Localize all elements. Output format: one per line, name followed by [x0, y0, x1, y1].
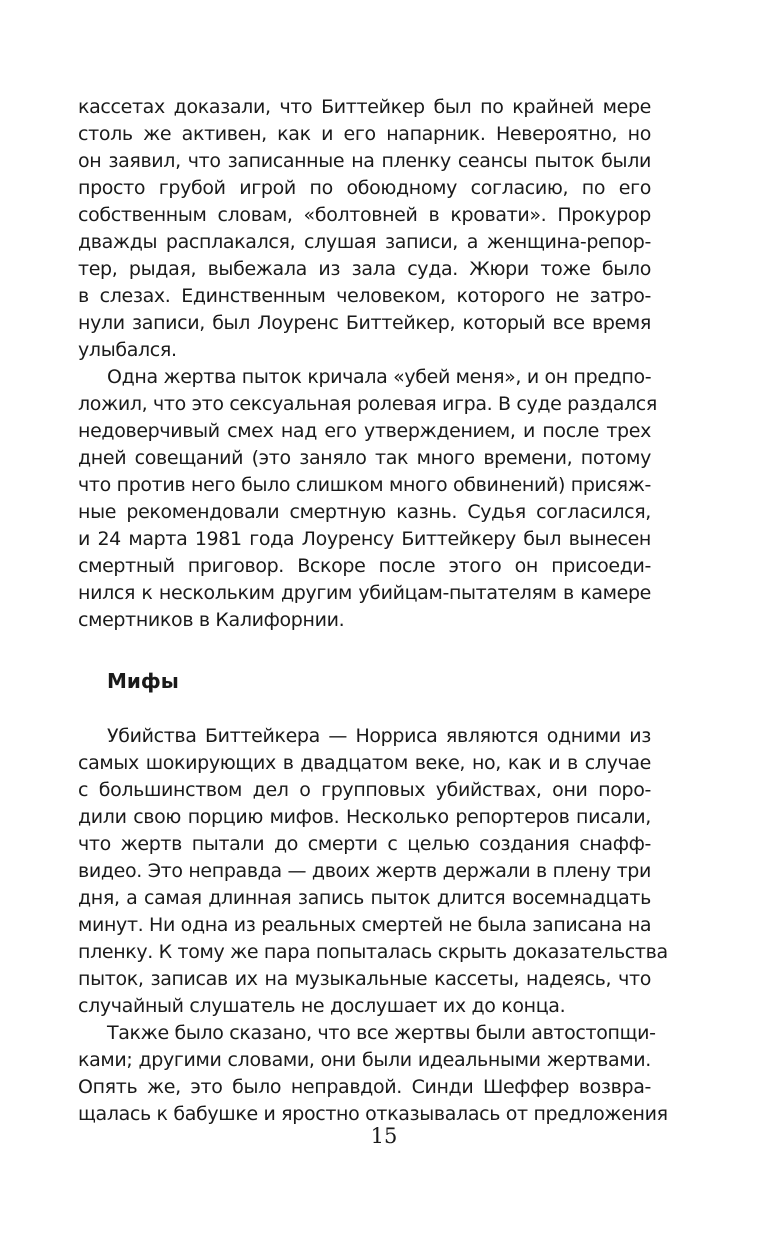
text-line: щалась к бабушке и яростно отказывалась от предложения	[78, 1103, 668, 1125]
text-line: смертный приговор. Вскоре после этого он присоеди-	[78, 555, 651, 577]
text-line: Убийства Биттейкера — Норриса являются одними из	[107, 725, 651, 747]
text-line: самых шокирующих в двадцатом веке, но, как и в случае	[78, 752, 651, 774]
text-line: недоверчивый смех над его утверждением, и после трех	[78, 420, 651, 442]
text-line: кассетах доказали, что Биттейкер был по крайней мере	[78, 96, 651, 118]
text-line: ные рекомендовали смертную казнь. Судья согласился,	[78, 501, 651, 523]
text-line: собственным словам, «болтовней в кровати». Прокурор	[78, 204, 651, 226]
text-line: Опять же, это было неправдой. Синди Шеффер возвра-	[78, 1076, 651, 1098]
paragraph-2	[78, 364, 657, 634]
text-line: смертников в Калифорнии.	[78, 609, 345, 631]
text-line: Также было сказано, что все жертвы были автостопщи-	[107, 1022, 656, 1044]
text-line: дня, а самая длинная запись пыток длится восемнадцать	[78, 887, 651, 909]
text-line: в слезах. Единственным человеком, которого не затро-	[78, 285, 651, 307]
text-line: Одна жертва пыток кричала «убей меня», и он предпо-	[107, 366, 652, 388]
text-line: минут. Ни одна из реальных смертей не была записана на	[78, 914, 652, 936]
text-line: нули записи, был Лоуренс Биттейкер, который все время	[78, 312, 651, 334]
text-line: просто грубой игрой по обоюдному согласию, по его	[78, 177, 651, 199]
page-body	[78, 94, 668, 1128]
text-line: улыбался.	[78, 339, 177, 361]
text-line: пленку. К тому же пара попыталась скрыть доказательства	[78, 941, 668, 963]
text-line: столь же активен, как и его напарник. Невероятно, но	[78, 123, 651, 145]
text-line: ложил, что это сексуальная ролевая игра. В суде раздался	[78, 393, 657, 415]
text-line: с большинством дел о групповых убийствах, они поро-	[78, 779, 651, 801]
text-line: случайный слушатель не дослушает их до конца.	[78, 995, 566, 1017]
text-line: нился к нескольким другим убийцам-пытателям в камере	[78, 582, 651, 604]
text-line: дважды расплакался, слушая записи, а женщина-репор-	[78, 231, 651, 253]
paragraph-1	[78, 94, 651, 364]
text-line: дней совещаний (это заняло так много времени, потому	[78, 447, 651, 469]
paragraph-4	[78, 1020, 668, 1128]
text-line: тер, рыдая, выбежала из зала суда. Жюри тоже было	[78, 258, 651, 280]
paragraph-3	[78, 723, 668, 1020]
text-line: что против него было слишком много обвинений) присяж-	[78, 474, 651, 496]
text-line: ками; другими словами, они были идеальными жертвами.	[78, 1049, 651, 1071]
text-line: что жертв пытали до смерти с целью создания снафф-	[78, 833, 651, 855]
text-line: видео. Это неправда — двоих жертв держали в плену три	[78, 860, 651, 882]
text-line: пыток, записав их на музыкальные кассеты, надеясь, что	[78, 968, 651, 990]
text-line: и 24 марта 1981 года Лоуренсу Биттейкеру был вынесен	[78, 528, 651, 550]
page-number: 15	[370, 1124, 398, 1148]
text-line: он заявил, что записанные на пленку сеансы пыток были	[78, 150, 651, 172]
text-line: дили свою порцию мифов. Несколько репортеров писали,	[78, 806, 651, 828]
section-heading: Мифы	[107, 669, 179, 693]
